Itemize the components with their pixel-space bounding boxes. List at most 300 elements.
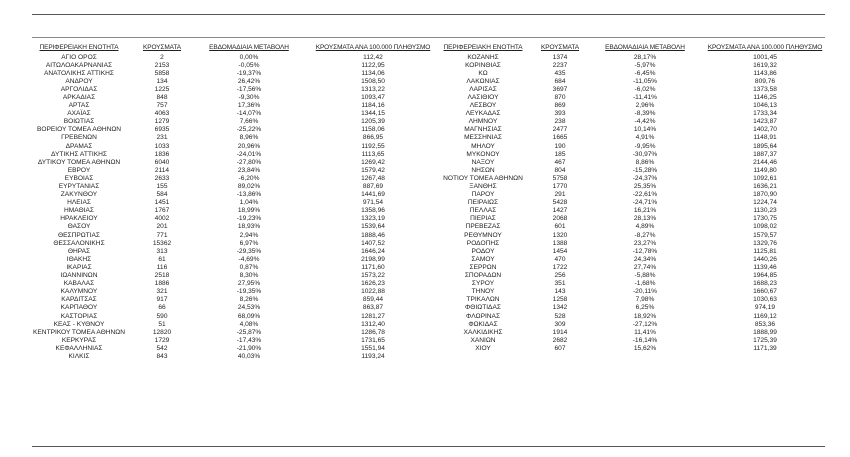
per-100k-cell: 112,42 bbox=[363, 53, 383, 61]
header-region: ΠΕΡΙΦΕΡΕΙΑΚΗ ΕΝΟΤΗΤΑ bbox=[39, 44, 119, 51]
weekly-change-cell: 20,96% bbox=[237, 142, 261, 150]
weekly-change-cell: -12,78% bbox=[632, 247, 658, 255]
per-100k-cell: 1551,94 bbox=[361, 344, 385, 352]
cases-cell: 1770 bbox=[552, 183, 568, 190]
region-cell: ΚΟΖΑΝΗΣ bbox=[467, 53, 499, 61]
per-100k-cell: 1046,13 bbox=[753, 102, 777, 110]
weekly-change-cell: -0,05% bbox=[238, 61, 260, 69]
weekly-change-cell: 28,17% bbox=[633, 53, 657, 61]
weekly-change-cell: -16,14% bbox=[632, 336, 658, 344]
table-row bbox=[24, 191, 442, 199]
table-row bbox=[24, 175, 442, 183]
per-100k-cell: 1093,47 bbox=[361, 93, 385, 101]
region-cell: ΡΟΔΟΠΗΣ bbox=[466, 239, 500, 247]
header-weekly-change: ΕΒΔΟΜΑΔΙΑΙΑ ΜΕΤΑΒΟΛΗ bbox=[605, 44, 685, 51]
weekly-change-cell: -21,90% bbox=[236, 344, 262, 352]
header-weekly-change: ΕΒΔΟΜΑΔΙΑΙΑ ΜΕΤΑΒΟΛΗ bbox=[209, 44, 289, 51]
per-100k-cell: 1113,65 bbox=[361, 150, 385, 158]
per-100k-cell: 1169,12 bbox=[753, 312, 777, 320]
cases-cell: 1320 bbox=[552, 231, 568, 239]
table-row bbox=[435, 240, 830, 248]
table-row bbox=[24, 70, 442, 78]
per-100k-cell: 1344,15 bbox=[361, 110, 385, 118]
weekly-change-cell: 16,21% bbox=[633, 207, 657, 215]
table-row bbox=[435, 304, 830, 312]
table-row bbox=[435, 94, 830, 102]
cases-cell: 1342 bbox=[552, 304, 568, 312]
weekly-change-cell: -27,12% bbox=[632, 320, 658, 328]
region-cell: ΖΑΚΥΝΘΟΥ bbox=[60, 191, 98, 199]
weekly-change-cell: -5,97% bbox=[634, 61, 656, 69]
per-100k-cell: 1626,23 bbox=[361, 280, 385, 288]
region-cell: ΙΩΑΝΝΙΝΩΝ bbox=[60, 272, 98, 280]
table-row bbox=[24, 62, 442, 70]
weekly-change-cell: -15,28% bbox=[632, 166, 658, 174]
table-row bbox=[24, 215, 442, 223]
cases-cell: 2237 bbox=[552, 61, 568, 69]
cases-cell: 4002 bbox=[154, 215, 170, 223]
header-cases: ΚΡΟΥΣΜΑΤΑ bbox=[142, 44, 182, 51]
table-row bbox=[24, 256, 442, 264]
cases-cell: 1427 bbox=[552, 207, 568, 215]
weekly-change-cell: -20,11% bbox=[632, 288, 658, 296]
per-100k-cell: 1579,57 bbox=[753, 231, 777, 239]
cases-cell: 1033 bbox=[154, 142, 170, 150]
per-100k-cell: 1646,24 bbox=[361, 247, 385, 255]
per-100k-cell: 1573,22 bbox=[361, 272, 385, 280]
weekly-change-cell: 4,08% bbox=[239, 320, 259, 328]
table-row bbox=[435, 151, 830, 159]
weekly-change-cell: -8,27% bbox=[634, 231, 656, 239]
weekly-change-cell: -24,37% bbox=[632, 174, 658, 182]
table-row bbox=[24, 54, 442, 62]
region-cell: ΧΙΟΥ bbox=[475, 344, 491, 352]
table-row bbox=[24, 321, 442, 329]
weekly-change-cell: 40,03% bbox=[237, 352, 261, 360]
right-table bbox=[435, 44, 830, 353]
cases-cell: 51 bbox=[158, 320, 166, 328]
table-row bbox=[24, 345, 442, 353]
cases-cell: 3697 bbox=[552, 85, 568, 93]
per-100k-cell: 1149,80 bbox=[753, 166, 777, 174]
region-cell: ΝΑΞΟΥ bbox=[471, 158, 495, 166]
table-row bbox=[435, 313, 830, 321]
table-row bbox=[435, 191, 830, 199]
region-cell: ΙΘΑΚΗΣ bbox=[66, 255, 92, 263]
weekly-change-cell: -1,68% bbox=[634, 280, 656, 288]
cases-cell: 843 bbox=[156, 352, 168, 360]
table-row bbox=[435, 256, 830, 264]
table-row bbox=[435, 337, 830, 345]
cases-cell: 12820 bbox=[152, 328, 172, 336]
header-region: ΠΕΡΙΦΕΡΕΙΑΚΗ ΕΝΟΤΗΤΑ bbox=[443, 44, 523, 51]
table-header bbox=[24, 44, 442, 54]
table-row bbox=[435, 207, 830, 215]
region-cell: ΠΡΕΒΕΖΑΣ bbox=[465, 223, 501, 231]
cases-cell: 2153 bbox=[154, 61, 170, 69]
weekly-change-cell: 0,87% bbox=[239, 263, 259, 271]
region-cell: ΒΟΡΕΙΟΥ ΤΟΜΕΑ ΑΘΗΝΩΝ bbox=[36, 126, 122, 134]
region-cell: ΜΗΛΟΥ bbox=[471, 142, 495, 150]
table-row bbox=[435, 264, 830, 272]
header-cases-per-100k: ΚΡΟΥΣΜΑΤΑ ΑΝΑ 100.000 ΠΛΗΘΥΣΜΟ bbox=[315, 44, 431, 51]
per-100k-cell: 1224,74 bbox=[753, 199, 777, 207]
region-cell: ΑΧΑΪΑΣ bbox=[67, 110, 91, 118]
weekly-change-cell: 4,89% bbox=[635, 223, 655, 231]
header-cases-per-100k: ΚΡΟΥΣΜΑΤΑ ΑΝΑ 100.000 ΠΛΗΘΥΣΜΟ bbox=[707, 44, 823, 51]
cases-cell: 2518 bbox=[154, 272, 170, 280]
weekly-change-cell: -6,20% bbox=[238, 174, 260, 182]
cases-cell: 1374 bbox=[552, 53, 568, 61]
weekly-change-cell: 1,04% bbox=[239, 199, 259, 207]
table-row bbox=[435, 110, 830, 118]
cases-cell: 5758 bbox=[552, 174, 568, 182]
table-row bbox=[435, 167, 830, 175]
per-100k-cell: 1192,55 bbox=[361, 142, 385, 150]
cases-cell: 6935 bbox=[154, 126, 170, 134]
per-100k-cell: 1193,24 bbox=[361, 352, 385, 360]
region-cell: ΝΟΤΙΟΥ ΤΟΜΕΑ ΑΘΗΝΩΝ bbox=[443, 174, 523, 182]
region-cell: ΕΥΒΟΙΑΣ bbox=[64, 174, 94, 182]
table-row bbox=[24, 337, 442, 345]
table-row bbox=[435, 78, 830, 86]
per-100k-cell: 1184,16 bbox=[361, 102, 385, 110]
cases-cell: 15362 bbox=[152, 239, 172, 247]
cases-cell: 1665 bbox=[552, 134, 568, 142]
cases-cell: 6040 bbox=[154, 158, 170, 166]
weekly-change-cell: 23,27% bbox=[633, 239, 657, 247]
region-cell: ΣΑΜΟΥ bbox=[471, 255, 495, 263]
per-100k-cell: 1688,23 bbox=[753, 280, 777, 288]
header-cases: ΚΡΟΥΣΜΑΤΑ bbox=[540, 44, 580, 51]
table-row bbox=[435, 159, 830, 167]
per-100k-cell: 1098,02 bbox=[753, 223, 777, 231]
cases-cell: 321 bbox=[156, 288, 168, 296]
region-cell: ΘΕΣΣΑΛΟΝΙΚΗΣ bbox=[53, 239, 105, 247]
region-cell: ΚΕΦΑΛΛΗΝΙΑΣ bbox=[55, 344, 103, 352]
cases-cell: 467 bbox=[554, 158, 566, 166]
per-100k-cell: 853,36 bbox=[754, 320, 776, 328]
region-cell: ΗΜΑΘΙΑΣ bbox=[64, 207, 94, 215]
cases-cell: 61 bbox=[158, 255, 166, 263]
table-row bbox=[435, 345, 830, 353]
cases-cell: 5858 bbox=[154, 69, 170, 77]
table-row bbox=[24, 313, 442, 321]
table-row bbox=[24, 167, 442, 175]
per-100k-cell: 1730,75 bbox=[753, 215, 777, 223]
region-cell: ΘΑΣΟΥ bbox=[67, 223, 91, 231]
cases-cell: 2633 bbox=[154, 174, 170, 182]
region-cell: ΕΥΡΥΤΑΝΙΑΣ bbox=[58, 183, 100, 190]
region-cell: ΜΕΣΣΗΝΙΑΣ bbox=[464, 134, 502, 142]
per-100k-cell: 1440,26 bbox=[753, 255, 777, 263]
per-100k-cell: 1731,65 bbox=[361, 336, 385, 344]
weekly-change-cell: 28,13% bbox=[633, 215, 657, 223]
weekly-change-cell: 89,02% bbox=[237, 183, 261, 190]
cases-cell: 869 bbox=[554, 102, 566, 110]
region-cell: ΠΙΕΡΙΑΣ bbox=[470, 215, 496, 223]
table-row bbox=[435, 143, 830, 151]
cases-cell: 238 bbox=[554, 118, 566, 126]
region-cell: ΠΑΡΟΥ bbox=[471, 191, 495, 199]
region-cell: ΛΗΜΝΟΥ bbox=[468, 118, 498, 126]
per-100k-cell: 1402,70 bbox=[753, 126, 777, 134]
cases-cell: 1388 bbox=[552, 239, 568, 247]
per-100k-cell: 1130,23 bbox=[753, 207, 777, 215]
cases-cell: 757 bbox=[156, 102, 168, 110]
region-cell: ΚΟΡΙΝΘΙΑΣ bbox=[465, 61, 501, 69]
table-row bbox=[435, 86, 830, 94]
region-cell: ΝΗΣΩΝ bbox=[471, 166, 495, 174]
right-table-body bbox=[435, 54, 830, 353]
region-cell: ΣΠΟΡΑΔΩΝ bbox=[464, 272, 502, 280]
weekly-change-cell: -22,61% bbox=[632, 191, 658, 199]
cases-cell: 116 bbox=[156, 263, 168, 271]
cases-cell: 5428 bbox=[552, 199, 568, 207]
region-cell: ΤΗΝΟΥ bbox=[471, 288, 495, 296]
region-cell: ΣΕΡΡΩΝ bbox=[469, 263, 497, 271]
region-cell: ΧΑΝΙΩΝ bbox=[470, 336, 496, 344]
region-cell: ΒΟΙΩΤΙΑΣ bbox=[63, 118, 95, 126]
table-row bbox=[435, 288, 830, 296]
region-cell: ΡΟΔΟΥ bbox=[471, 247, 495, 255]
table-row bbox=[24, 78, 442, 86]
region-cell: ΔΡΑΜΑΣ bbox=[65, 142, 93, 150]
table-row bbox=[435, 62, 830, 70]
weekly-change-cell: -4,69% bbox=[238, 255, 260, 263]
per-100k-cell: 1286,78 bbox=[361, 328, 385, 336]
per-100k-cell: 1870,90 bbox=[753, 191, 777, 199]
left-table-body bbox=[24, 54, 442, 362]
per-100k-cell: 1323,19 bbox=[361, 215, 385, 223]
weekly-change-cell: 17,36% bbox=[237, 102, 261, 110]
table-row bbox=[24, 272, 442, 280]
per-100k-cell: 1887,37 bbox=[753, 150, 777, 158]
region-cell: ΚΙΛΚΙΣ bbox=[68, 352, 90, 360]
weekly-change-cell: -19,37% bbox=[236, 69, 262, 77]
cases-cell: 4063 bbox=[154, 110, 170, 118]
per-100k-cell: 1125,81 bbox=[753, 247, 777, 255]
per-100k-cell: 1312,40 bbox=[361, 320, 385, 328]
region-cell: ΜΑΓΝΗΣΙΑΣ bbox=[464, 126, 502, 134]
region-cell: ΚΑΡΠΑΘΟΥ bbox=[60, 304, 98, 312]
region-cell: ΑΙΤΩΛΟΑΚΑΡΝΑΝΙΑΣ bbox=[45, 61, 113, 69]
region-cell: ΚΑΛΥΜΝΟΥ bbox=[60, 288, 98, 296]
region-cell: ΚΕΑΣ - ΚΥΘΝΟΥ bbox=[53, 320, 105, 328]
left-table bbox=[24, 44, 442, 361]
table-row bbox=[24, 207, 442, 215]
table-row bbox=[24, 280, 442, 288]
per-100k-cell: 1146,25 bbox=[753, 93, 777, 101]
weekly-change-cell: 25,35% bbox=[633, 183, 657, 190]
per-100k-cell: 1030,63 bbox=[753, 296, 777, 304]
cases-cell: 143 bbox=[554, 288, 566, 296]
table-row bbox=[24, 143, 442, 151]
table-row bbox=[24, 288, 442, 296]
table-row bbox=[435, 183, 830, 191]
weekly-change-cell: 24,53% bbox=[237, 304, 261, 312]
weekly-change-cell: 6,97% bbox=[239, 239, 259, 247]
table-row bbox=[24, 248, 442, 256]
weekly-change-cell: 18,92% bbox=[633, 312, 657, 320]
region-cell: ΣΥΡΟΥ bbox=[471, 280, 495, 288]
cases-cell: 435 bbox=[554, 69, 566, 77]
per-100k-cell: 1660,67 bbox=[753, 288, 777, 296]
table-row bbox=[435, 175, 830, 183]
weekly-change-cell: 26,42% bbox=[237, 77, 261, 85]
weekly-change-cell: -25,22% bbox=[236, 126, 262, 134]
cases-cell: 542 bbox=[156, 344, 168, 352]
per-100k-cell: 1373,58 bbox=[753, 85, 777, 93]
region-cell: ΚΑΣΤΟΡΙΑΣ bbox=[60, 312, 98, 320]
table-row bbox=[435, 54, 830, 62]
table-row bbox=[24, 296, 442, 304]
weekly-change-cell: 8,30% bbox=[239, 272, 259, 280]
weekly-change-cell: 24,34% bbox=[633, 255, 657, 263]
cases-cell: 185 bbox=[554, 150, 566, 158]
table-row bbox=[435, 248, 830, 256]
per-100k-cell: 974,19 bbox=[754, 304, 776, 312]
per-100k-cell: 1205,39 bbox=[361, 118, 385, 126]
region-cell: ΘΕΣΠΡΩΤΙΑΣ bbox=[57, 231, 101, 239]
cases-cell: 1451 bbox=[154, 199, 170, 207]
cases-cell: 134 bbox=[156, 77, 168, 85]
per-100k-cell: 1636,21 bbox=[753, 183, 777, 190]
weekly-change-cell: -25,87% bbox=[236, 328, 262, 336]
region-cell: ΛΕΥΚΑΔΑΣ bbox=[465, 110, 501, 118]
table-row bbox=[24, 232, 442, 240]
cases-cell: 313 bbox=[156, 247, 168, 255]
per-100k-cell: 1539,64 bbox=[361, 223, 385, 231]
table-row bbox=[24, 264, 442, 272]
cases-cell: 584 bbox=[156, 191, 168, 199]
per-100k-cell: 1158,06 bbox=[361, 126, 385, 134]
cases-cell: 1767 bbox=[154, 207, 170, 215]
weekly-change-cell: 27,74% bbox=[633, 263, 657, 271]
weekly-change-cell: -30,97% bbox=[632, 150, 658, 158]
weekly-change-cell: -11,05% bbox=[632, 77, 658, 85]
cases-cell: 231 bbox=[156, 134, 168, 142]
per-100k-cell: 1964,85 bbox=[753, 272, 777, 280]
weekly-change-cell: -9,30% bbox=[238, 93, 260, 101]
table-row bbox=[435, 199, 830, 207]
per-100k-cell: 1022,88 bbox=[361, 288, 385, 296]
cases-cell: 470 bbox=[554, 255, 566, 263]
weekly-change-cell: 2,96% bbox=[635, 102, 655, 110]
region-cell: ΠΕΙΡΑΙΩΣ bbox=[467, 199, 499, 207]
table-row bbox=[435, 102, 830, 110]
weekly-change-cell: -5,88% bbox=[634, 272, 656, 280]
weekly-change-cell: -24,01% bbox=[236, 150, 262, 158]
cases-cell: 1722 bbox=[552, 263, 568, 271]
region-cell: ΡΕΘΥΜΝΟΥ bbox=[464, 231, 502, 239]
region-cell: ΦΛΩΡΙΝΑΣ bbox=[465, 312, 501, 320]
per-100k-cell: 1888,46 bbox=[361, 231, 385, 239]
per-100k-cell: 1888,99 bbox=[753, 328, 777, 336]
region-cell: ΚΕΡΚΥΡΑΣ bbox=[61, 336, 97, 344]
per-100k-cell: 859,44 bbox=[362, 296, 384, 304]
table-row bbox=[24, 126, 442, 134]
region-cell: ΑΝΔΡΟΥ bbox=[65, 77, 93, 85]
per-100k-cell: 971,54 bbox=[362, 199, 384, 207]
cases-cell: 870 bbox=[554, 93, 566, 101]
per-100k-cell: 1895,64 bbox=[753, 142, 777, 150]
per-100k-cell: 1358,96 bbox=[361, 207, 385, 215]
cases-cell: 393 bbox=[554, 110, 566, 118]
table-row bbox=[24, 353, 442, 361]
cases-cell: 1914 bbox=[552, 328, 568, 336]
cases-cell: 2068 bbox=[552, 215, 568, 223]
region-cell: ΑΝΑΤΟΛΙΚΗΣ ΑΤΤΙΚΗΣ bbox=[44, 69, 114, 77]
region-cell: ΚΕΝΤΡΙΚΟΥ ΤΟΜΕΑ ΑΘΗΝΩΝ bbox=[33, 328, 125, 336]
table-row bbox=[24, 240, 442, 248]
per-100k-cell: 1143,86 bbox=[753, 69, 777, 77]
cases-cell: 590 bbox=[156, 312, 168, 320]
per-100k-cell: 1579,42 bbox=[361, 166, 385, 174]
region-cell: ΧΑΛΚΙΔΙΚΗΣ bbox=[463, 328, 503, 336]
table-row bbox=[24, 223, 442, 231]
cases-cell: 1279 bbox=[154, 118, 170, 126]
cases-cell: 2682 bbox=[552, 336, 568, 344]
per-100k-cell: 1281,27 bbox=[361, 312, 385, 320]
region-cell: ΚΩ bbox=[478, 69, 488, 77]
region-cell: ΑΓΙΟ ΟΡΟΣ bbox=[61, 53, 97, 61]
region-cell: ΦΩΚΙΔΑΣ bbox=[468, 320, 498, 328]
table-row bbox=[24, 86, 442, 94]
table-row bbox=[435, 70, 830, 78]
weekly-change-cell: -11,41% bbox=[632, 93, 658, 101]
table-row bbox=[24, 110, 442, 118]
table-row bbox=[435, 272, 830, 280]
cases-cell: 1729 bbox=[154, 336, 170, 344]
region-cell: ΛΑΣΙΘΙΟΥ bbox=[467, 93, 499, 101]
weekly-change-cell: 8,26% bbox=[239, 296, 259, 304]
region-cell: ΠΕΛΛΑΣ bbox=[469, 207, 497, 215]
per-100k-cell: 1092,61 bbox=[753, 174, 777, 182]
per-100k-cell: 1329,76 bbox=[753, 239, 777, 247]
per-100k-cell: 1134,06 bbox=[361, 69, 385, 77]
cases-cell: 804 bbox=[554, 166, 566, 174]
region-cell: ΜΥΚΟΝΟΥ bbox=[466, 150, 500, 158]
table-row bbox=[24, 183, 442, 191]
per-100k-cell: 887,69 bbox=[362, 183, 384, 190]
cases-cell: 351 bbox=[554, 280, 566, 288]
weekly-change-cell: 18,99% bbox=[237, 207, 261, 215]
region-cell: ΚΑΒΑΛΑΣ bbox=[63, 280, 95, 288]
region-cell: ΗΛΕΙΑΣ bbox=[67, 199, 91, 207]
cases-cell: 684 bbox=[554, 77, 566, 85]
weekly-change-cell: -19,23% bbox=[236, 215, 262, 223]
weekly-change-cell: -4,42% bbox=[634, 118, 656, 126]
cases-cell: 601 bbox=[554, 223, 566, 231]
per-100k-cell: 1407,52 bbox=[361, 239, 385, 247]
weekly-change-cell: 27,95% bbox=[237, 280, 261, 288]
table-row bbox=[435, 280, 830, 288]
per-100k-cell: 2144,46 bbox=[753, 158, 777, 166]
weekly-change-cell: -6,45% bbox=[634, 69, 656, 77]
weekly-change-cell: -9,95% bbox=[634, 142, 656, 150]
region-cell: ΘΗΡΑΣ bbox=[67, 247, 91, 255]
region-cell: ΓΡΕΒΕΝΩΝ bbox=[61, 134, 97, 142]
cases-cell: 528 bbox=[554, 312, 566, 320]
per-100k-cell: 866,95 bbox=[362, 134, 384, 142]
table-row bbox=[435, 329, 830, 337]
cases-cell: 2477 bbox=[552, 126, 568, 134]
table-row bbox=[24, 159, 442, 167]
table-row bbox=[435, 223, 830, 231]
cases-cell: 771 bbox=[156, 231, 168, 239]
table-row bbox=[435, 296, 830, 304]
